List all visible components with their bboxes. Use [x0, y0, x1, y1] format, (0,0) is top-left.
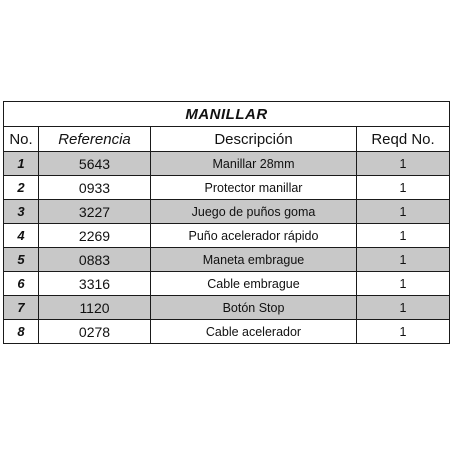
- row-description: Juego de puños goma: [151, 200, 357, 224]
- table-row: [4, 176, 450, 200]
- table-row: [4, 200, 450, 224]
- row-number: 3: [4, 200, 39, 224]
- row-quantity: 1: [357, 248, 450, 272]
- table-title: MANILLAR: [4, 102, 450, 127]
- row-number: 6: [4, 272, 39, 296]
- table-row: [4, 224, 450, 248]
- row-reference: 1120: [39, 296, 151, 320]
- row-number: 1: [4, 152, 39, 176]
- row-description: Cable acelerador: [151, 320, 357, 344]
- table-row: [4, 296, 450, 320]
- row-reference: 0933: [39, 176, 151, 200]
- row-number: 5: [4, 248, 39, 272]
- row-description: Manillar 28mm: [151, 152, 357, 176]
- row-description: Maneta embrague: [151, 248, 357, 272]
- row-description: Cable embrague: [151, 272, 357, 296]
- row-quantity: 1: [357, 320, 450, 344]
- row-quantity: 1: [357, 152, 450, 176]
- row-quantity: 1: [357, 272, 450, 296]
- row-reference: 0883: [39, 248, 151, 272]
- table-row: [4, 248, 450, 272]
- table-header-row: [4, 127, 450, 152]
- row-quantity: 1: [357, 176, 450, 200]
- row-reference: 0278: [39, 320, 151, 344]
- row-reference: 5643: [39, 152, 151, 176]
- row-quantity: 1: [357, 296, 450, 320]
- parts-table: [3, 101, 450, 344]
- row-number: 8: [4, 320, 39, 344]
- row-description: Protector manillar: [151, 176, 357, 200]
- row-number: 4: [4, 224, 39, 248]
- header-descripcion: Descripción: [151, 127, 357, 152]
- row-description: Puño acelerador rápido: [151, 224, 357, 248]
- row-quantity: 1: [357, 200, 450, 224]
- row-quantity: 1: [357, 224, 450, 248]
- header-referencia: Referencia: [39, 127, 151, 152]
- table-row: [4, 320, 450, 344]
- table-title-row: [4, 102, 450, 127]
- row-number: 7: [4, 296, 39, 320]
- row-reference: 2269: [39, 224, 151, 248]
- row-reference: 3227: [39, 200, 151, 224]
- table-row: [4, 272, 450, 296]
- row-description: Botón Stop: [151, 296, 357, 320]
- header-no: No.: [4, 127, 39, 152]
- header-reqd-no: Reqd No.: [357, 127, 450, 152]
- table-row: [4, 152, 450, 176]
- row-reference: 3316: [39, 272, 151, 296]
- row-number: 2: [4, 176, 39, 200]
- parts-table-container: [3, 101, 449, 344]
